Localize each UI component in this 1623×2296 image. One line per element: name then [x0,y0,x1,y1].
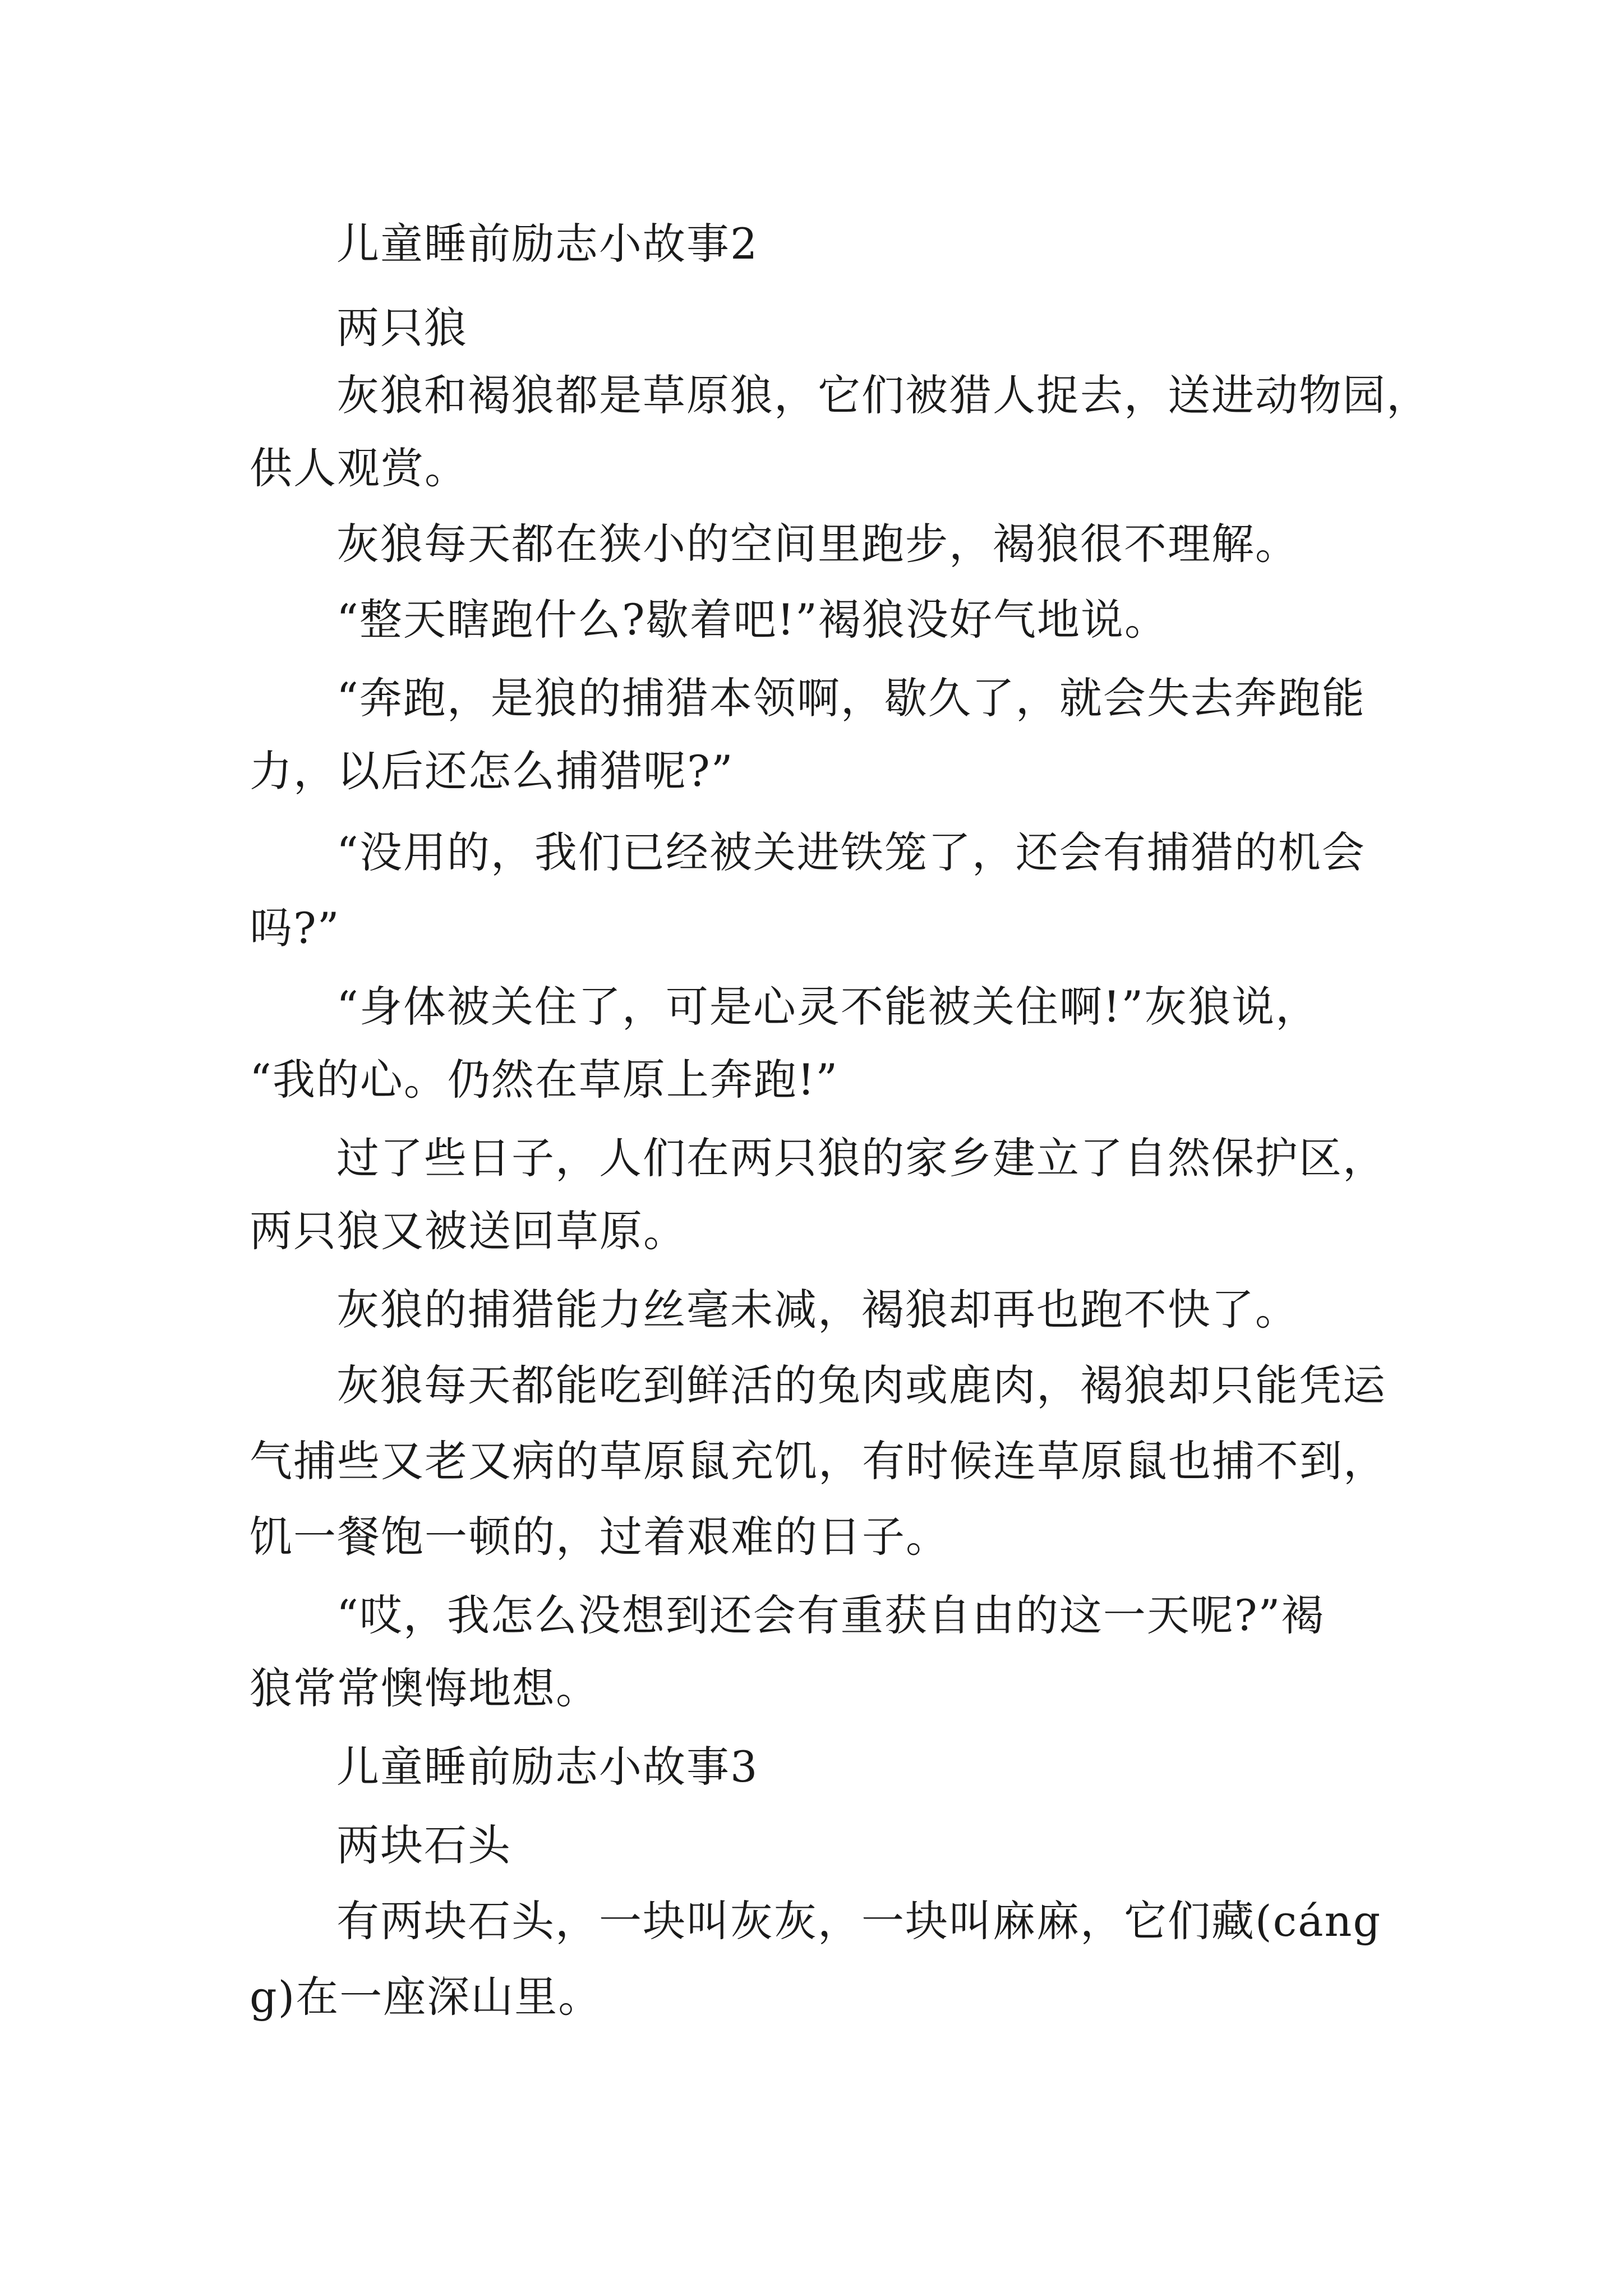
paragraph-line: 有两块石头，一块叫灰灰，一块叫麻麻，它们藏(cáng [336,1896,1382,1946]
paragraph-line: 两只狼又被送回草原。 [250,1206,687,1256]
section-heading: 儿童睡前励志小故事3 [336,1742,759,1792]
paragraph-line: g)在一座深山里。 [250,1972,602,2022]
paragraph-line: 狼常常懊悔地想。 [250,1663,600,1713]
paragraph-line: “我的心。仍然在草原上奔跑!” [250,1055,839,1105]
paragraph-line: “身体被关住了，可是心灵不能被关住啊!”灰狼说， [336,982,1320,1032]
paragraph-line: 灰狼每天都能吃到鲜活的兔肉或鹿肉，褐狼却只能凭运 [336,1360,1386,1410]
paragraph-line: 供人观赏。 [250,443,468,493]
paragraph-line: 灰狼每天都在狭小的空间里跑步，褐狼很不理解。 [336,519,1299,569]
paragraph-line: 力，以后还怎么捕猎呢?” [250,746,734,796]
paragraph-line: 饥一餐饱一顿的，过着艰难的日子。 [250,1512,949,1562]
paragraph-line: “哎，我怎么没想到还会有重获自由的这一天呢?”褐 [336,1590,1325,1640]
paragraph-line: 灰狼的捕猎能力丝毫未减，褐狼却再也跑不快了。 [336,1285,1299,1335]
paragraph-line: “整天瞎跑什么?歇着吧!”褐狼没好气地说。 [336,595,1168,645]
paragraph-line: “没用的，我们已经被关进铁笼了，还会有捕猎的机会 [336,827,1366,877]
story-title: 两只狼 [336,303,468,353]
paragraph-line: 过了些日子，人们在两只狼的家乡建立了自然保护区， [336,1133,1386,1183]
section-heading: 儿童睡前励志小故事2 [336,219,759,269]
paragraph-line: “奔跑，是狼的捕猎本领啊，歇久了，就会失去奔跑能 [336,673,1366,723]
story-title: 两块石头 [336,1820,511,1870]
paragraph-line: 气捕些又老又病的草原鼠充饥，有时候连草原鼠也捕不到， [250,1436,1387,1486]
paragraph-line: 灰狼和褐狼都是草原狼，它们被猎人捉去，送进动物园， [336,370,1430,420]
paragraph-line: 吗?” [250,903,340,953]
